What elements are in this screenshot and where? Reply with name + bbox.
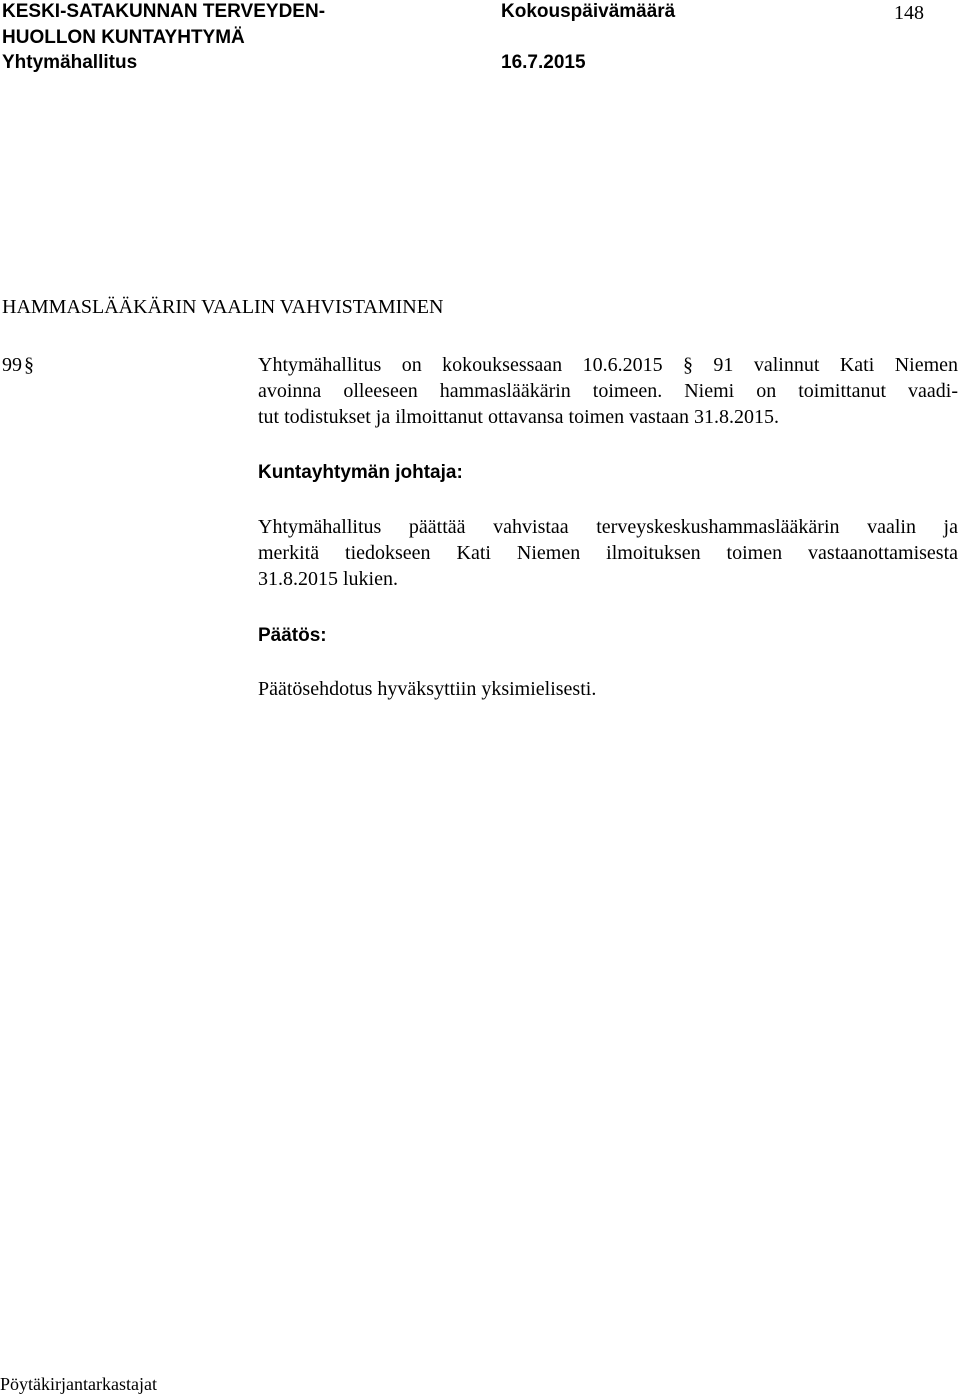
proposal-heading: Kuntayhtymän johtaja: — [258, 462, 463, 483]
background-paragraph-line: Yhtymähallitus on kokouksessaan 10.6.2015 § 91 valinnut Kati Niemen — [258, 354, 958, 376]
item-title: HAMMASLÄÄKÄRIN VAALIN VAHVISTAMINEN — [2, 296, 444, 318]
proposal-paragraph-line: 31.8.2015 lukien. — [258, 568, 398, 590]
proposal-paragraph-line: merkitä tiedokseen Kati Niemen ilmoituksen toimen vastaanottamisesta — [258, 542, 958, 564]
proposal-paragraph — [258, 514, 958, 592]
decision-heading: Päätös: — [258, 625, 327, 646]
page-number: 148 — [894, 2, 924, 24]
board-name: Yhtymähallitus — [2, 52, 138, 73]
meeting-date: 16.7.2015 — [501, 52, 586, 73]
meeting-date-label: Kokouspäivämäärä — [501, 1, 676, 22]
section-number: 99 — [2, 354, 22, 376]
decision-text: Päätösehdotus hyväksyttiin yksimielisesti. — [258, 678, 597, 700]
background-paragraph-line: avoinna olleeseen hammaslääkärin toimeen. Niemi on toimittanut vaadi- — [258, 380, 958, 402]
minutes-checkers-label: Pöytäkirjantarkastajat — [0, 1374, 157, 1394]
proposal-paragraph-line: Yhtymähallitus päättää vahvistaa terveyskeskushammaslääkärin vaalin ja — [258, 516, 958, 538]
background-paragraph-line: tut todistukset ja ilmoittanut ottavansa toimen vastaan 31.8.2015. — [258, 406, 780, 428]
background-paragraph — [258, 352, 958, 430]
section-sign-icon: § — [24, 354, 34, 376]
organization-name-line1: KESKI-SATAKUNNAN TERVEYDEN- — [2, 1, 326, 22]
organization-name-line2: HUOLLON KUNTAYHTYMÄ — [2, 27, 245, 48]
